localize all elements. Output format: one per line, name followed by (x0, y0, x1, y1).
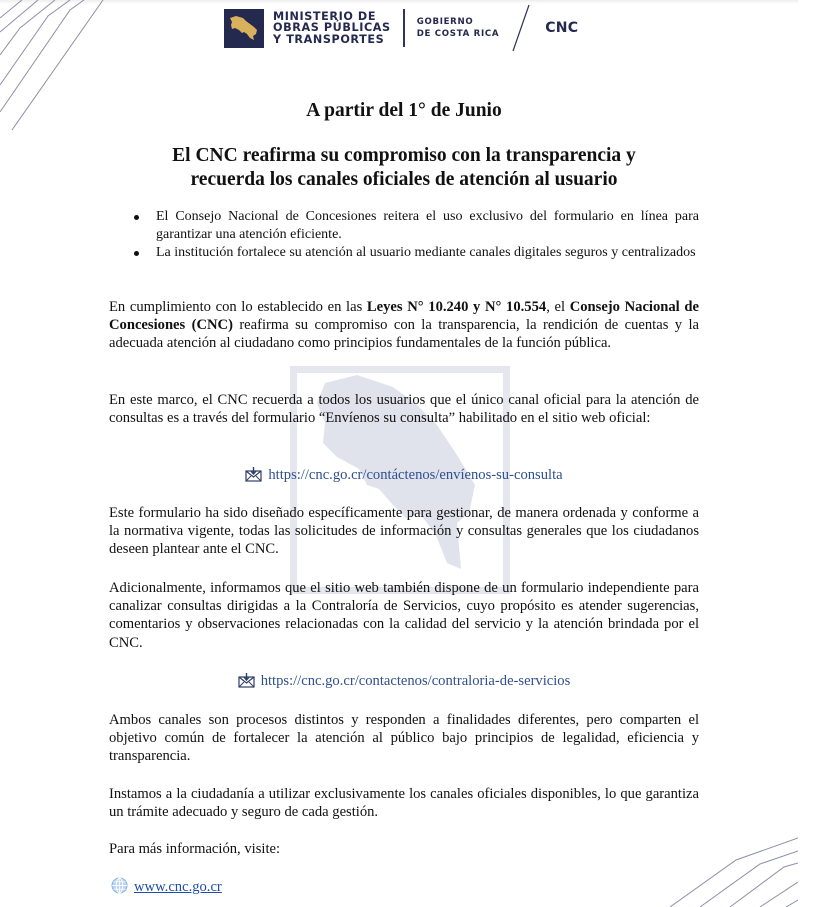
bullet-icon (134, 215, 139, 220)
paragraph-form-purpose: Este formulario ha sido diseñado específicamente para gestionar, de manera ordenada y conforme a la normativa vigente, todas las solicitudes de información y consultas generales que los ciudadanos deseen plantear ante el CNC. (109, 505, 699, 558)
contraloria-link[interactable]: https://cnc.go.cr/contactenos/contraloria-de-servicios (260, 673, 571, 689)
highlights-list (109, 208, 699, 262)
ministry-line-2: OBRAS PÚBLICAS (273, 21, 391, 35)
corner-lines-decoration-bottom-right (660, 820, 798, 907)
laws-reference: Leyes N° 10.240 y N° 10.554 (366, 299, 547, 315)
paragraph-channels-differ: Ambos canales son procesos distintos y responden a finalidades diferentes, pero comparten el objetivo común de fortalecer la atención al público bajo principios de legalidad, eficiencia y transparencia. (109, 712, 699, 765)
paragraph-call-to-action: Instamos a la ciudadanía a utilizar exclusivamente los canales oficiales disponibles, lo que garantiza un trámite adecuado y seguro de cada gestión. (109, 786, 699, 821)
consulta-link-line (109, 466, 699, 484)
more-info-label: Para más información, visite: (109, 841, 281, 857)
agency-logo-cnc: CNC (545, 20, 579, 36)
list-item (109, 244, 699, 262)
costa-rica-map-icon (229, 15, 259, 41)
bullet-icon (134, 251, 139, 256)
website-line (111, 877, 222, 896)
ministry-line-1: MINISTERIO DE (273, 9, 377, 23)
title-line-2: recuerda los canales oficiales de atención al usuario (190, 169, 618, 190)
slash-divider (511, 4, 531, 52)
text-span: , el (546, 299, 570, 315)
date-heading: A partir del 1° de Junio (306, 100, 502, 121)
page-margin (798, 0, 827, 907)
bullet-text: La institución fortalece su atención al usuario mediante canales digitales seguros y centralizados (156, 245, 696, 260)
consulta-link[interactable]: https://cnc.go.cr/contáctenos/envíenos-su-consulta (268, 467, 563, 483)
globe-icon (111, 877, 128, 894)
envelope-download-icon (245, 467, 262, 482)
corner-lines-decoration-top-left (0, 0, 110, 135)
government-name (417, 16, 500, 40)
top-shadow (0, 0, 798, 4)
website-link[interactable]: www.cnc.go.cr (134, 879, 222, 895)
government-line-1: GOBIERNO (416, 17, 474, 27)
text-span: reafirma su compromiso con la transparencia, la rendición de cuentas y la adecuada atención al ciudadano como principios fundamentales de la función pública. (109, 317, 699, 352)
institution-name: Consejo Nacional de Concesiones (CNC) (109, 299, 699, 334)
contraloria-link-line (109, 672, 699, 690)
logo-divider (403, 9, 405, 47)
costa-rica-map-logo (224, 9, 264, 48)
paragraph-contraloria: Adicionalmente, informamos que el sitio web también dispone de un formulario independiente para canalizar consultas dirigidas a la Contraloría de Servicios, cuyo propósito es atender sugerencias, comentarios y observaciones relacionadas con la calidad del servicio y la atención brindada por el CNC. (109, 580, 699, 651)
ministry-name (273, 11, 391, 46)
title-line-1: El CNC reafirma su compromiso con la transparencia y (172, 145, 636, 166)
ministry-line-3: Y TRANSPORTES (273, 32, 385, 46)
paragraph-official-channel: En este marco, el CNC recuerda a todos los usuarios que el único canal oficial para la atención de consultas es a través del formulario “Envíenos su consulta” habilitado en el sitio web oficial: (109, 392, 699, 427)
bullet-text: El Consejo Nacional de Concesiones reitera el uso exclusivo del formulario en línea para garantizar una atención eficiente. (156, 209, 699, 242)
list-item (109, 208, 699, 244)
text-span: En cumplimiento con lo establecido en las (109, 299, 367, 315)
government-line-2: DE COSTA RICA (416, 29, 500, 39)
paragraph-legal-basis (109, 298, 699, 353)
envelope-download-icon (238, 673, 255, 688)
header-logos (224, 8, 578, 48)
document-title (109, 144, 699, 192)
